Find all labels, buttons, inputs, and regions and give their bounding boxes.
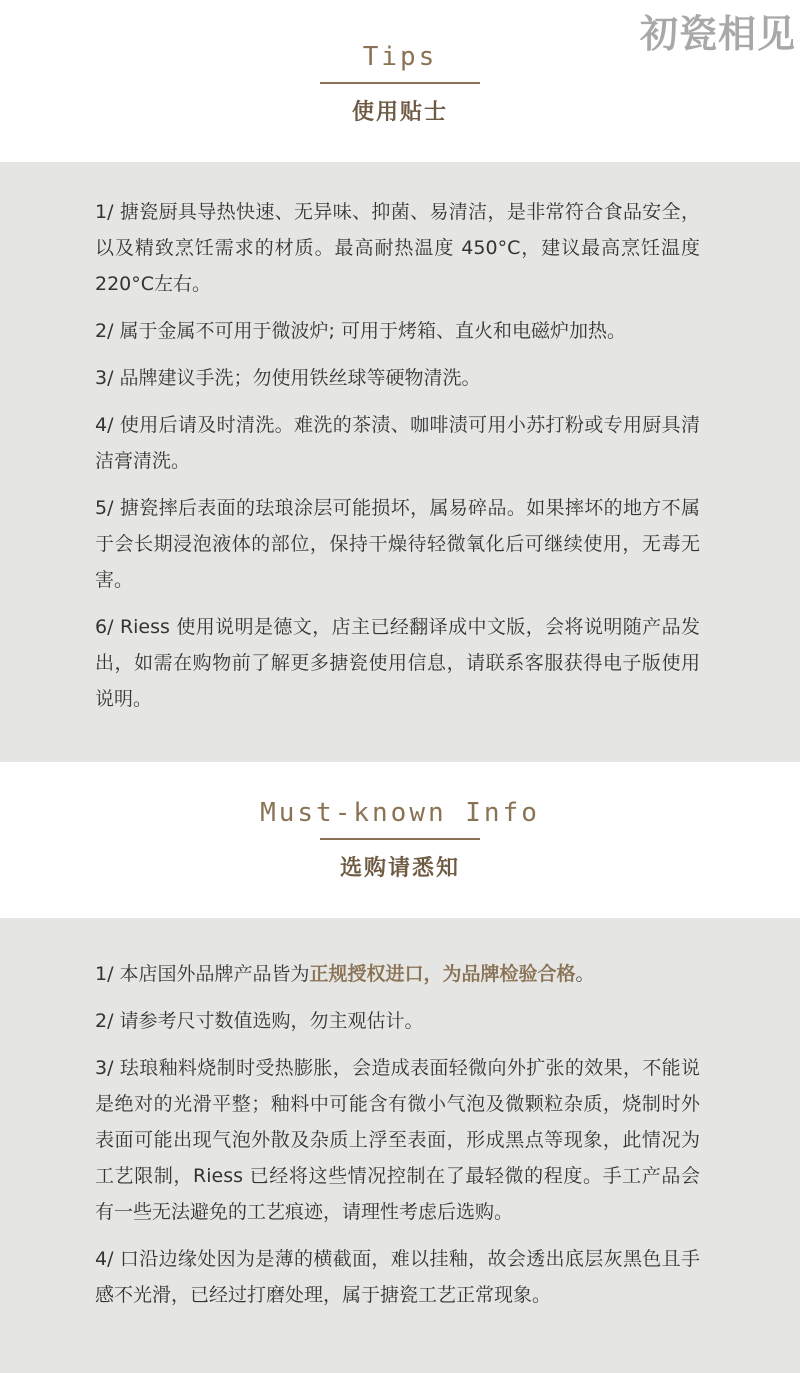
info-heading xyxy=(0,796,800,884)
info-item-suffix: 。 xyxy=(575,963,595,985)
tips-item: 2/ 属于金属不可用于微波炉; 可用于烤箱、直火和电磁炉加热。 xyxy=(95,320,626,342)
tips-divider xyxy=(320,82,480,84)
info-title-en: Must-known Info xyxy=(260,798,540,828)
tips-item: 3/ 品牌建议手洗；勿使用铁丝球等硬物清洗。 xyxy=(95,367,481,389)
info-item: 3/ 珐琅釉料烧制时受热膨胀，会造成表面轻微向外扩张的效果，不能说是绝对的光滑平整；釉料中可能含有微小气泡及微颗粒杂质，烧制时外表面可能出现气泡外散及杂质上浮至表面，形成黑点等现象，此情况为工艺限制，Riess 已经将这些情况控制在了最轻微的程度。手工产品会有一些无法避免的工艺痕迹，请理性考虑后选购。 xyxy=(95,1057,700,1223)
tips-item: 4/ 使用后请及时清洗。难洗的茶渍、咖啡渍可用小苏打粉或专用厨具清洁膏清洗。 xyxy=(95,414,700,472)
info-panel xyxy=(0,918,800,1373)
info-item-prefix: 1/ 本店国外品牌产品皆为 xyxy=(95,963,310,985)
tips-item: 6/ Riess 使用说明是德文，店主已经翻译成中文版，会将说明随产品发出，如需在购物前了解更多搪瓷使用信息，请联系客服获得电子版使用说明。 xyxy=(95,616,700,710)
tips-title-en: Tips xyxy=(362,42,438,72)
tips-item: 5/ 搪瓷摔后表面的珐琅涂层可能损坏，属易碎品。如果摔坏的地方不属于会长期浸泡液体的部位，保持干燥待轻微氧化后可继续使用，无毒无害。 xyxy=(95,497,700,591)
info-item xyxy=(95,956,700,992)
info-item-highlight: 正规授权进口，为品牌检验合格 xyxy=(309,963,576,985)
tips-item: 1/ 搪瓷厨具导热快速、无异味、抑菌、易清洁，是非常符合食品安全，以及精致烹饪需求的材质。最高耐热温度 450°C，建议最高烹饪温度 220°C左右。 xyxy=(95,201,700,295)
tips-panel xyxy=(0,162,800,762)
info-item: 2/ 请参考尺寸数值选购，勿主观估计。 xyxy=(95,1010,424,1032)
tips-heading xyxy=(0,40,800,128)
info-item: 4/ 口沿边缘处因为是薄的横截面，难以挂釉，故会透出底层灰黑色且手感不光滑，已经过打磨处理，属于搪瓷工艺正常现象。 xyxy=(95,1248,700,1306)
brand-watermark: 初瓷相见 xyxy=(639,12,796,56)
info-title-zh: 选购请悉知 xyxy=(339,856,460,881)
tips-title-zh: 使用贴士 xyxy=(351,100,448,125)
info-divider xyxy=(320,838,480,840)
